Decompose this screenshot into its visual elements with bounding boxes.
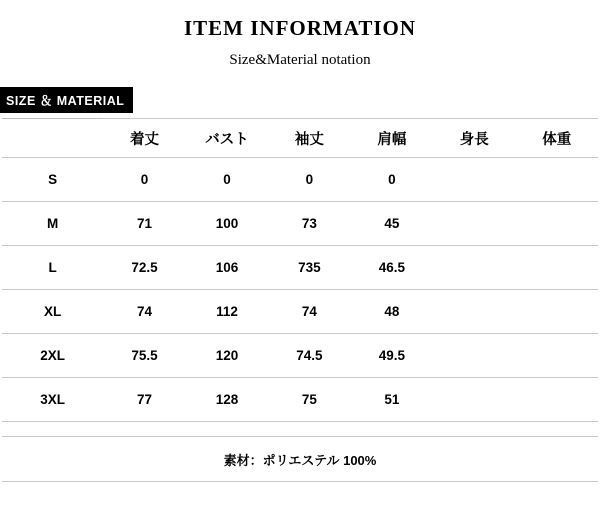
cell-2xl-shoulder: 49.5 <box>351 334 433 378</box>
size-chip-l: L <box>48 260 57 275</box>
table-spacer-row <box>2 422 598 437</box>
section-tag-row <box>0 87 600 109</box>
material-note: 素材：ポリエステル 100% <box>2 437 598 482</box>
cell-3xl-bust: 128 <box>186 378 268 422</box>
cell-s-length: 0 <box>103 158 185 202</box>
cell-m-bust: 100 <box>186 202 268 246</box>
column-header-bust: バスト <box>186 119 268 158</box>
table-row <box>2 246 598 290</box>
cell-m-length: 71 <box>103 202 185 246</box>
table-row <box>2 378 598 422</box>
material-note-row <box>2 437 598 482</box>
cell-2xl-height <box>433 334 515 378</box>
size-chip-m: M <box>47 216 59 231</box>
size-label-cell <box>2 246 103 290</box>
cell-m-shoulder: 45 <box>351 202 433 246</box>
column-header-sleeve: 袖丈 <box>268 119 350 158</box>
cell-m-sleeve: 73 <box>268 202 350 246</box>
column-header-height: 身長 <box>433 119 515 158</box>
cell-l-bust: 106 <box>186 246 268 290</box>
size-chip-xl: XL <box>44 304 62 319</box>
size-chip-s: S <box>48 172 58 187</box>
cell-l-length: 72.5 <box>103 246 185 290</box>
table-row <box>2 334 598 378</box>
table-body <box>2 158 598 482</box>
page-title: ITEM INFORMATION <box>183 16 417 40</box>
cell-m-height <box>433 202 515 246</box>
table-spacer-cell <box>2 422 598 437</box>
table-header-row <box>2 119 598 158</box>
cell-xl-bust: 112 <box>186 290 268 334</box>
cell-xl-length: 74 <box>103 290 185 334</box>
size-table-wrap <box>0 118 600 482</box>
cell-3xl-sleeve: 75 <box>268 378 350 422</box>
column-header-length: 着丈 <box>103 119 185 158</box>
size-chip-3xl: 3XL <box>40 392 66 407</box>
cell-3xl-length: 77 <box>103 378 185 422</box>
page-subtitle: Size&Material notation <box>229 52 371 68</box>
column-header-0 <box>2 119 103 158</box>
cell-xl-sleeve: 74 <box>268 290 350 334</box>
size-label-cell <box>2 290 103 334</box>
cell-3xl-weight <box>516 378 598 422</box>
cell-s-height <box>433 158 515 202</box>
cell-l-sleeve: 735 <box>268 246 350 290</box>
size-table <box>2 118 598 482</box>
cell-3xl-shoulder: 51 <box>351 378 433 422</box>
cell-2xl-weight <box>516 334 598 378</box>
table-row <box>2 202 598 246</box>
cell-xl-height <box>433 290 515 334</box>
cell-s-weight <box>516 158 598 202</box>
table-head <box>2 119 598 158</box>
size-material-tag: SIZE ＆ MATERIAL <box>0 87 133 113</box>
cell-2xl-bust: 120 <box>186 334 268 378</box>
cell-2xl-length: 75.5 <box>103 334 185 378</box>
cell-s-bust: 0 <box>186 158 268 202</box>
cell-m-weight <box>516 202 598 246</box>
size-label-cell <box>2 378 103 422</box>
size-chip-2xl: 2XL <box>40 348 66 363</box>
cell-s-sleeve: 0 <box>268 158 350 202</box>
column-header-weight: 体重 <box>516 119 598 158</box>
size-label-cell <box>2 202 103 246</box>
cell-l-weight <box>516 246 598 290</box>
cell-s-shoulder: 0 <box>351 158 433 202</box>
column-header-shoulder: 肩幅 <box>351 119 433 158</box>
cell-l-height <box>433 246 515 290</box>
table-row <box>2 290 598 334</box>
size-label-cell <box>2 334 103 378</box>
size-label-cell <box>2 158 103 202</box>
cell-xl-weight <box>516 290 598 334</box>
cell-2xl-sleeve: 74.5 <box>268 334 350 378</box>
table-row <box>2 158 598 202</box>
cell-l-shoulder: 46.5 <box>351 246 433 290</box>
cell-3xl-height <box>433 378 515 422</box>
cell-xl-shoulder: 48 <box>351 290 433 334</box>
